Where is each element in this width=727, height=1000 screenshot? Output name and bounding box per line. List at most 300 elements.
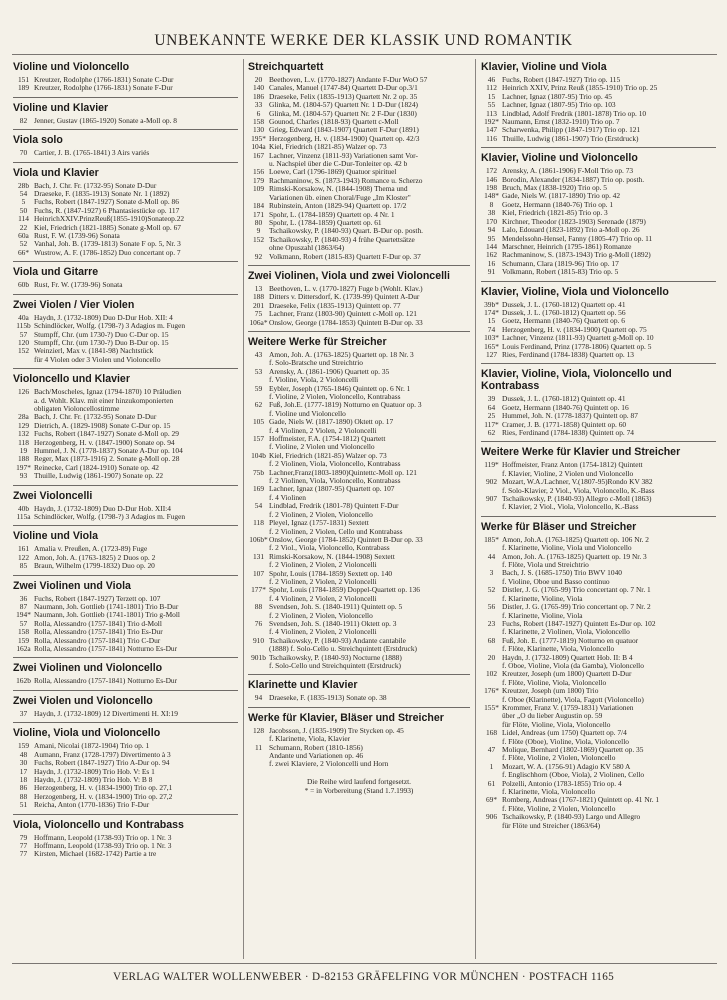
edition-number: 185* (484, 534, 499, 544)
work-title: Lachner,Franz(1803-1890)Quintettc-Moll op. 121 f. 2 Violinen, Viola, Violoncello, Kontrabass (269, 468, 417, 486)
work-entry (481, 126, 716, 134)
edition-number: 28b (17, 180, 30, 190)
work-title: Dussek, J. L. (1760-1812) Quartett op. 41 (502, 300, 626, 309)
edition-number: 8 (489, 199, 494, 209)
work-title: Lidel, Andreas (um 1750) Quartett op. 7/4 f. Flöte (Oboe), Violine, Viola, Violoncello (502, 729, 629, 746)
work-title: Bach, J. S. (1685-1750) Trio BWV 1040 f. Violine, Oboe und Basso continuo (502, 569, 622, 586)
work-entry (13, 637, 238, 645)
edition-number: 59 (254, 383, 263, 393)
edition-number: 28a (18, 412, 29, 422)
section-divider (481, 281, 716, 282)
work-entry (481, 84, 716, 92)
work-title: Amani, Nicolai (1872-1904) Trio op. 1 (34, 742, 150, 751)
edition-number: 186 (252, 91, 265, 101)
edition-number: 192* (484, 117, 499, 127)
catalog-section (481, 152, 716, 276)
work-title: Tschaikowsky, P. (1840-93) Nocturne (1888) f. Solo-Cello und Streichquintett (Erstdruck) (269, 653, 402, 670)
section-divider (13, 657, 238, 658)
edition-number: 130 (252, 125, 265, 135)
work-title: Jacobsson, J. (1835-1909) Tre Stycken op. 45 f. Klarinette, Viola, Klavier (269, 726, 404, 744)
work-title: Dietrich, A. (1829-1908) Sonate C-Dur op. 15 (34, 421, 171, 430)
work-title: Bach, J. Chr. Fr. (1732-95) Sonate D-Dur (34, 413, 157, 422)
work-title: Amon, Joh. A. (1763-1825) Quartett op. 19 Nr. 3 f. Flöte, Viola und Streichtrio (502, 552, 647, 570)
work-title: Gade, Niels W. (1817-1890) Trio op. 42 (502, 192, 621, 201)
edition-number: 112 (486, 83, 497, 93)
work-entry (248, 385, 470, 402)
work-title: Mendelssohn-Hensel, Fanny (1805-47) Trio op. 11 (502, 234, 653, 243)
work-entry (481, 334, 716, 342)
edition-number: 80 (254, 217, 263, 227)
work-entry (13, 464, 238, 472)
work-entry (481, 395, 716, 403)
work-entry (481, 603, 716, 620)
edition-number: 113 (486, 108, 497, 118)
work-title: Lindblad, Fredrik (1801-78) Quintett F-Dur f. 2 Violinen, 2 Violen, Violoncello (269, 502, 399, 519)
work-entry (13, 249, 238, 257)
work-entry (248, 84, 470, 92)
work-entry (481, 637, 716, 654)
work-entry (481, 404, 716, 412)
work-list (481, 301, 716, 360)
work-list (13, 834, 238, 859)
section-divider (481, 363, 716, 364)
work-entry (13, 776, 238, 784)
edition-number: 70 (19, 148, 28, 158)
work-title: Spohr, L. (1784-1859) Quartett op. 61 (269, 218, 382, 227)
work-entry (13, 793, 238, 801)
section-divider (13, 129, 238, 130)
edition-number: 122 (17, 552, 30, 562)
work-title: Reger, Max (1873-1916) 2. Sonate g-Moll op. 28 (34, 455, 180, 464)
edition-number: 85 (19, 561, 28, 571)
work-list (13, 281, 238, 289)
edition-number: 176* (484, 686, 499, 696)
work-title: Rolla, Alessandro (1757-1841) Notturno Es-Dur (34, 677, 178, 686)
edition-number: 902 (485, 477, 498, 487)
edition-number: 94 (487, 225, 496, 235)
work-title: Rolla, Alessandro (1757-1841) Trio d-Moll (34, 619, 162, 628)
edition-number: 167 (252, 150, 265, 160)
section-divider (248, 331, 470, 332)
work-entry (481, 101, 716, 109)
work-title: Aumann, Franz (1728-1797) Divertimento à 3 (34, 750, 171, 759)
work-entry (481, 780, 716, 797)
section-heading: Violine und Violoncello (13, 61, 130, 73)
work-entry (481, 746, 716, 763)
work-title: Gade, Niels W. (1817-1890) Oktett op. 17 f. 4 Violinen, 2 Violen, 2 Violoncelli (269, 418, 394, 435)
work-list (13, 182, 238, 258)
section-heading: Zwei Violinen und Violoncello (13, 662, 163, 675)
work-entry (248, 319, 470, 327)
footer-rule (12, 963, 717, 964)
work-entry (248, 185, 470, 202)
edition-number: 91 (487, 267, 496, 277)
section-divider (13, 814, 238, 815)
edition-number: 197* (16, 462, 31, 472)
work-title: Louis Ferdinand, Prinz (1778-1806) Quartett op. 5 (502, 342, 652, 351)
work-title: Eybler, Joseph (1765-1846) Quintett op. 6 Nr. 1 f. Violine, 2 Violen, Violoncello, Kontrabass (269, 384, 411, 401)
work-title: Grieg, Edward (1843-1907) Quartett F-Dur (1891) (269, 126, 419, 135)
work-entry (481, 478, 716, 495)
work-title: Kreutzer, Rodolphe (1766-1831) Sonate C-Dur (34, 76, 174, 84)
work-title: Bach/Moscheles, Ignaz (1794-1870) 10 Präludien a. d. Wohlt. Klav. mit einer hinzukomponierten obligaten Violoncellostimme (34, 388, 182, 413)
edition-number: 9 (256, 226, 261, 236)
catalog-section (481, 368, 716, 437)
edition-number: 148* (484, 191, 499, 201)
header-rule (12, 54, 717, 55)
edition-number: 1 (489, 761, 494, 771)
work-entry (481, 243, 716, 251)
edition-number: 54 (254, 501, 263, 511)
work-list (13, 388, 238, 480)
work-entry (248, 118, 470, 126)
work-entry (248, 285, 470, 293)
work-entry (248, 485, 470, 502)
edition-number: 25 (487, 411, 496, 421)
catalog-section (13, 695, 238, 718)
work-entry (248, 620, 470, 637)
edition-number: 48 (19, 749, 28, 759)
work-title: Haydn, J. (1732-1809) Quartett Hob. II: B 4 f. Oboe, Violine, Viola (da Gamba), Violoncello (502, 653, 644, 670)
work-entry (481, 429, 716, 437)
work-title: Kirchner, Theodor (1823-1903) Serenade (1879) (502, 217, 646, 226)
work-title: Lachner, Ignaz (1807-95) Trio op. 103 (502, 101, 616, 110)
section-divider (248, 707, 470, 708)
work-title: Tschaikowsky, P. (1840-93) Largo und Allegro für Flöte und Streicher (1863/64) (502, 813, 641, 830)
work-entry (13, 430, 238, 438)
work-title: Beethoven, L.v. (1770-1827) Andante F-Dur WoO 57 (269, 76, 428, 84)
work-title: Rachmaninow, S. (1873-1943) Romance u. Scherzo (269, 176, 423, 185)
work-entry (13, 232, 238, 240)
edition-number: 161 (17, 544, 30, 554)
work-list (13, 117, 238, 125)
work-title: Lachner, Vinzenz (1811-93) Variationen samt Vor- u. Nachspiel über die C-Dur-Tonleiter op. 42 b (269, 151, 418, 169)
column-divider (243, 59, 244, 959)
work-title: Kiel, Friedrich (1821-85) Trio op. 3 (502, 209, 608, 218)
edition-number: 188 (252, 292, 265, 302)
work-title: Spohr, Louis (1784-1859) Doppel-Quartett op. 136 f. 4 Violinen, 2 Violen, 2 Violoncelli (269, 586, 420, 603)
work-title: Rust, Fr. W. (1739-96) Sonata (34, 281, 123, 290)
edition-number: 115a (16, 512, 31, 521)
edition-number: 15 (487, 316, 496, 326)
edition-number: 19 (19, 445, 28, 455)
work-title: Fuß, Joh. E. (1777-1819) Notturno en quatuor f. Flöte, Klarinette, Viola, Violoncello (502, 636, 639, 654)
work-list (481, 536, 716, 830)
catalog-section (13, 266, 238, 289)
edition-number: 38 (487, 208, 496, 218)
work-title: Weinzierl, Max v. (1841-98) Nachtstück für 4 Violen oder 3 Violen und Violoncello (34, 347, 161, 364)
work-list (13, 595, 238, 654)
work-entry (481, 495, 716, 512)
edition-number: 165* (484, 341, 499, 351)
edition-number: 201 (252, 300, 265, 310)
work-entry (248, 126, 470, 134)
section-heading: Zwei Violinen, Viola und zwei Violoncelli (248, 269, 450, 282)
work-title: Rachmaninow, S. (1873-1943) Trio g-Moll (1892) (502, 251, 651, 260)
work-title: Cartier, J. B. (1765-1841) 3 Airs variés (34, 149, 150, 158)
work-entry (481, 118, 716, 126)
edition-number: 158 (252, 117, 265, 127)
edition-number: 118 (18, 437, 29, 447)
work-entry (248, 694, 470, 702)
work-title: Haydn, J. (1732-1809) Trio Hob. V: B 8 (34, 775, 153, 784)
work-title: Schindlöcker, Wolfg. (1798-?) 3 Adagios m. Fugen (34, 322, 186, 331)
edition-number: 132 (17, 429, 30, 439)
edition-number: 171 (252, 209, 265, 219)
work-entry (481, 184, 716, 192)
work-title: Lindblad, Adolf Fredrik (1801-1878) Trio op. 10 (502, 109, 647, 118)
section-heading: Klavier, Violine und Viola (481, 61, 607, 73)
catalog-section (13, 134, 238, 157)
section-heading: Klavier, Violine, Viola und Violoncello (481, 285, 669, 298)
work-entry (248, 135, 470, 143)
work-title: Rolla, Alessandro (1757-1841) Trio C-Dur (34, 636, 161, 645)
work-entry (248, 519, 470, 536)
work-entry (481, 235, 716, 243)
work-entry (13, 422, 238, 430)
work-list (248, 76, 470, 261)
edition-number: 157 (252, 434, 265, 444)
work-title: Goetz, Hermann (1840-76) Trio op. 1 (502, 200, 614, 209)
work-entry (248, 570, 470, 587)
edition-number: 77 (19, 849, 28, 859)
work-entry (481, 135, 716, 143)
edition-number: 114 (18, 214, 29, 224)
work-entry (13, 742, 238, 750)
work-entry (13, 834, 238, 842)
work-title: Rubinstein, Anton (1829-94) Quartett op. 17/2 (269, 202, 407, 211)
catalog-section (481, 521, 716, 830)
edition-number: 127 (485, 349, 498, 359)
catalog-section (13, 167, 238, 258)
work-title: Naumann, Ernst (1832-1910) Trio op. 7 (502, 118, 620, 127)
edition-number: 69* (485, 795, 498, 805)
work-title: Lachner, Ignaz (1807-95) Quartett op. 107 f. 4 Violinen (269, 485, 395, 502)
work-title: Distler, J. G. (1765-99) Trio concertant op. 7 Nr. 2 f. Klarinette, Violine, Viola (502, 603, 651, 620)
work-entry (13, 710, 238, 718)
work-title: Kreutzer, Joseph (um 1800) Trio f. Oboe (Klarinette), Viola, Fagott (Violoncello) (502, 687, 644, 704)
edition-number: 107 (252, 568, 265, 578)
edition-number: 189 (17, 83, 30, 93)
work-entry (13, 347, 238, 364)
edition-number: 106b* (249, 534, 268, 544)
edition-number: 50 (19, 205, 28, 215)
work-entry (13, 447, 238, 455)
catalog-section (248, 61, 470, 261)
work-title: Herzogenberg, H. v. (1834-1900) Trio op. 27,1 (34, 784, 173, 793)
section-heading: Klarinette und Klavier (248, 679, 358, 692)
work-title: Haydn, J. (1732-1809) Trio Hob. V: Es 1 (34, 767, 155, 776)
work-entry (481, 192, 716, 200)
section-divider (13, 485, 238, 486)
catalog-section (13, 61, 238, 93)
work-entry (481, 209, 716, 217)
edition-number: 152 (252, 234, 265, 244)
edition-number: 36 (19, 593, 28, 603)
work-title: Haydn, J. (1732-1809) 12 Divertimenti H. XI:19 (34, 709, 178, 718)
work-entry (13, 611, 238, 619)
work-entry (481, 536, 716, 553)
work-list (481, 395, 716, 437)
catalog-section (13, 102, 238, 125)
work-title: Dussek, J. L. (1760-1812) Quartett op. 56 (502, 308, 626, 317)
work-list (13, 710, 238, 718)
section-heading: Werke für Bläser und Streicher (481, 520, 637, 533)
work-list (13, 505, 238, 522)
section-divider (248, 674, 470, 675)
section-heading: Werke für Klavier, Bläser und Streicher (248, 711, 444, 724)
work-entry (481, 654, 716, 671)
work-entry (248, 236, 470, 253)
edition-number: 147 (485, 125, 498, 135)
work-title: Molique, Bernhard (1802-1869) Quartett op. 35 f. Flöte, Violine, 2 Violen, Violoncello (502, 746, 644, 763)
work-title: Stumpff, Chr. (um 1730-?) Duo C-Dur op. 15 (34, 330, 169, 339)
work-title: Haydn, J. (1732-1809) Duo D-Dur Hob. XII:4 (34, 504, 171, 513)
work-title: Kreutzer, Joseph (um 1800) Quartett D-Dur f. Flöte, Violine, Viola, Violoncello (502, 670, 632, 687)
work-entry (481, 704, 716, 729)
work-title: Hummel, J. N. (1778-1837) Sonate A-Dur op. 104 (34, 446, 183, 455)
edition-number: 82 (19, 115, 28, 125)
catalog-column-2 (248, 59, 470, 795)
edition-number: 93 (19, 471, 28, 481)
edition-number: 87 (19, 602, 28, 612)
work-entry (481, 343, 716, 351)
work-title: Ries, Ferdinand (1784-1838) Quintett op. 74 (502, 429, 634, 437)
work-list (248, 285, 470, 327)
work-entry (248, 76, 470, 84)
section-divider (481, 147, 716, 148)
edition-number: 51 (19, 800, 28, 810)
work-entry (248, 536, 470, 553)
work-entry (13, 198, 238, 206)
edition-number: 131 (252, 551, 265, 561)
catalog-section (248, 679, 470, 702)
work-title: Naumann, Joh. Gottlieb (1741-1801) Trio B-Dur (34, 603, 179, 612)
edition-number: 47 (487, 745, 496, 754)
work-title: Herzogenberg, H. v. (1834-1900) Quartett op. 42/3 (269, 134, 420, 143)
work-title: Arensky, A. (1861-1906) F-Moll Trio op. 73 (502, 167, 634, 176)
edition-number: 144 (485, 241, 498, 251)
edition-number: 158 (17, 627, 30, 637)
work-entry (481, 309, 716, 317)
work-entry (13, 645, 238, 653)
work-title: Fuchs, Robert (1847-1927) Terzett op. 107 (34, 594, 161, 603)
section-heading: Streichquartett (248, 61, 324, 73)
work-entry (481, 201, 716, 209)
edition-number: 168 (485, 728, 498, 738)
work-entry (13, 314, 238, 322)
work-entry (248, 143, 470, 151)
edition-number: 76 (254, 618, 263, 628)
work-list (13, 545, 238, 570)
work-title: Fuchs, Robert (1847-1927) Trio A-Dur op. 94 (34, 759, 170, 768)
work-entry (481, 226, 716, 234)
section-heading: Violine und Viola (13, 530, 98, 543)
work-title: Fuchs, Robert (1847-1927) Sonate d-Moll op. 29 (34, 430, 179, 439)
edition-number: 17 (19, 766, 28, 776)
work-title: Thuille, Ludwig (1861-1907) Sonate op. 22 (34, 472, 164, 481)
work-entry (248, 93, 470, 101)
work-title: Mozart, W. A. (1756-91) Adagio KV 580 A f. Englischhorn (Oboe, Viola), 2 Violinen, Cello (502, 762, 645, 780)
work-entry (248, 310, 470, 318)
work-title: Thuille, Ludwig (1861-1907) Trio (Erstdruck) (502, 134, 639, 143)
work-entry (13, 224, 238, 232)
section-heading: Weitere Werke für Streicher (248, 335, 387, 348)
work-list (481, 461, 716, 511)
work-entry (13, 322, 238, 330)
work-title: Ries, Ferdinand (1784-1838) Quartett op. 13 (502, 350, 634, 359)
edition-number: 11 (254, 742, 263, 752)
edition-number: 174* (484, 307, 499, 317)
work-title: Fuß, Joh.E. (1777-1819) Notturno en Quatuor op. 3 f. Violine und Violoncello (269, 401, 422, 418)
edition-number: 155* (484, 702, 499, 712)
work-entry (248, 152, 470, 169)
work-title: Kirsten, Michael (1682-1742) Partie a tre (34, 850, 157, 859)
work-title: Kiel, Friedrich (1821-1885) Sonate g-Moll op. 67 (34, 223, 181, 232)
work-title: Beethoven, L. v. (1770-1827) Fuge b (Wohlt. Klav.) (269, 284, 423, 293)
work-title: Rimski-Korsakow, N. (1844-1908) Sextett f. 2 Violinen, 2 Violen, 2 Violoncelli (269, 552, 395, 570)
edition-number: 60a (18, 231, 29, 241)
section-divider (13, 97, 238, 98)
catalog-section (13, 580, 238, 654)
work-title: Schumann, Robert (1810-1856) Andante und Variationen op. 46 f. zwei Klaviere, 2 Violoncelli und Horn (269, 743, 389, 769)
edition-number: 170 (485, 216, 498, 226)
work-title: Gounod, Charles (1818-93) Quartett c-Moll (269, 118, 399, 127)
work-entry (481, 110, 716, 118)
work-entry (248, 101, 470, 109)
edition-number: 62 (487, 428, 496, 437)
edition-number: 56 (487, 602, 496, 612)
work-title: Svendsen, Joh. S. (1840-1911) Oktett op. 3 f. 4 Violinen, 2 Violen, 2 Violoncelli (269, 619, 397, 637)
work-title: Stumpff, Chr. (um 1730-?) Duo B-Dur op. 15 (34, 338, 169, 347)
work-title: Lachner, Vinzenz (1811-93) Quartett g-Moll op. 10 (502, 334, 654, 343)
edition-number: 109 (252, 184, 265, 194)
work-title: Volkmann, Robert (1815-83) Quartett F-Dur op. 37 (269, 252, 421, 261)
work-title: Rolla, Alessandro (1757-1841) Notturno Es-Dur (34, 645, 178, 654)
section-heading: Zwei Violen / Vier Violen (13, 298, 135, 311)
edition-number: 13 (254, 283, 263, 293)
work-entry (481, 569, 716, 586)
edition-number: 907 (485, 494, 498, 504)
work-entry (13, 339, 238, 347)
work-title: Heinrich XXIV, Prinz Reuß (1855-1910) Trio op. 25 (502, 84, 658, 93)
work-title: Krommer, Franz V. (1759-1831) Variationen über „O du lieber Augustin op. 59 für Flöte, Violine, Viola, Violoncello (502, 703, 634, 729)
work-title: Distler, J. G. (1765-99) Trio concertant op. 7 Nr. 1 f. Klarinette, Violine, Viola (502, 586, 651, 603)
work-entry (481, 251, 716, 259)
edition-number: 92 (254, 251, 263, 261)
work-entry (481, 76, 716, 84)
work-title: Jenner, Gustav (1865-1920) Sonate a-Moll op. 8 (34, 116, 177, 125)
edition-number: 128 (252, 725, 265, 735)
work-entry (248, 253, 470, 261)
work-entry (481, 93, 716, 101)
edition-number: 156 (252, 167, 265, 177)
edition-number: 102 (485, 669, 498, 679)
work-title: Onslow, George (1784-1852) Quintett B-Dur op. 33 f. 2 Viol., Viola, Violoncello, Kontrabass (269, 535, 423, 553)
edition-number: 151 (17, 75, 30, 84)
work-title: Hoffmeister, F.A. (1754-1812) Quartett f. Violine, 2 Violen und Violoncello (269, 435, 386, 452)
work-title: Goetz, Hermann (1840-76) Quintett op. 16 (502, 403, 629, 412)
edition-number: 74 (487, 324, 496, 334)
work-title: Lachner, Ignaz (1807-95) Trio op. 45 (502, 92, 612, 101)
work-title: Tschaikowsky, P. (1840-93) Allegro c-Moll (1863) f. Klavier, 2 Viol., Viola, Violoncello, K.-Bass (502, 495, 652, 512)
work-title: Borodin, Alexander (1834-1887) Trio op. posth. (502, 175, 645, 184)
work-entry (248, 401, 470, 418)
section-heading: Viola solo (13, 134, 63, 147)
work-entry (13, 388, 238, 413)
edition-number: 906 (485, 812, 498, 822)
work-entry (481, 218, 716, 226)
